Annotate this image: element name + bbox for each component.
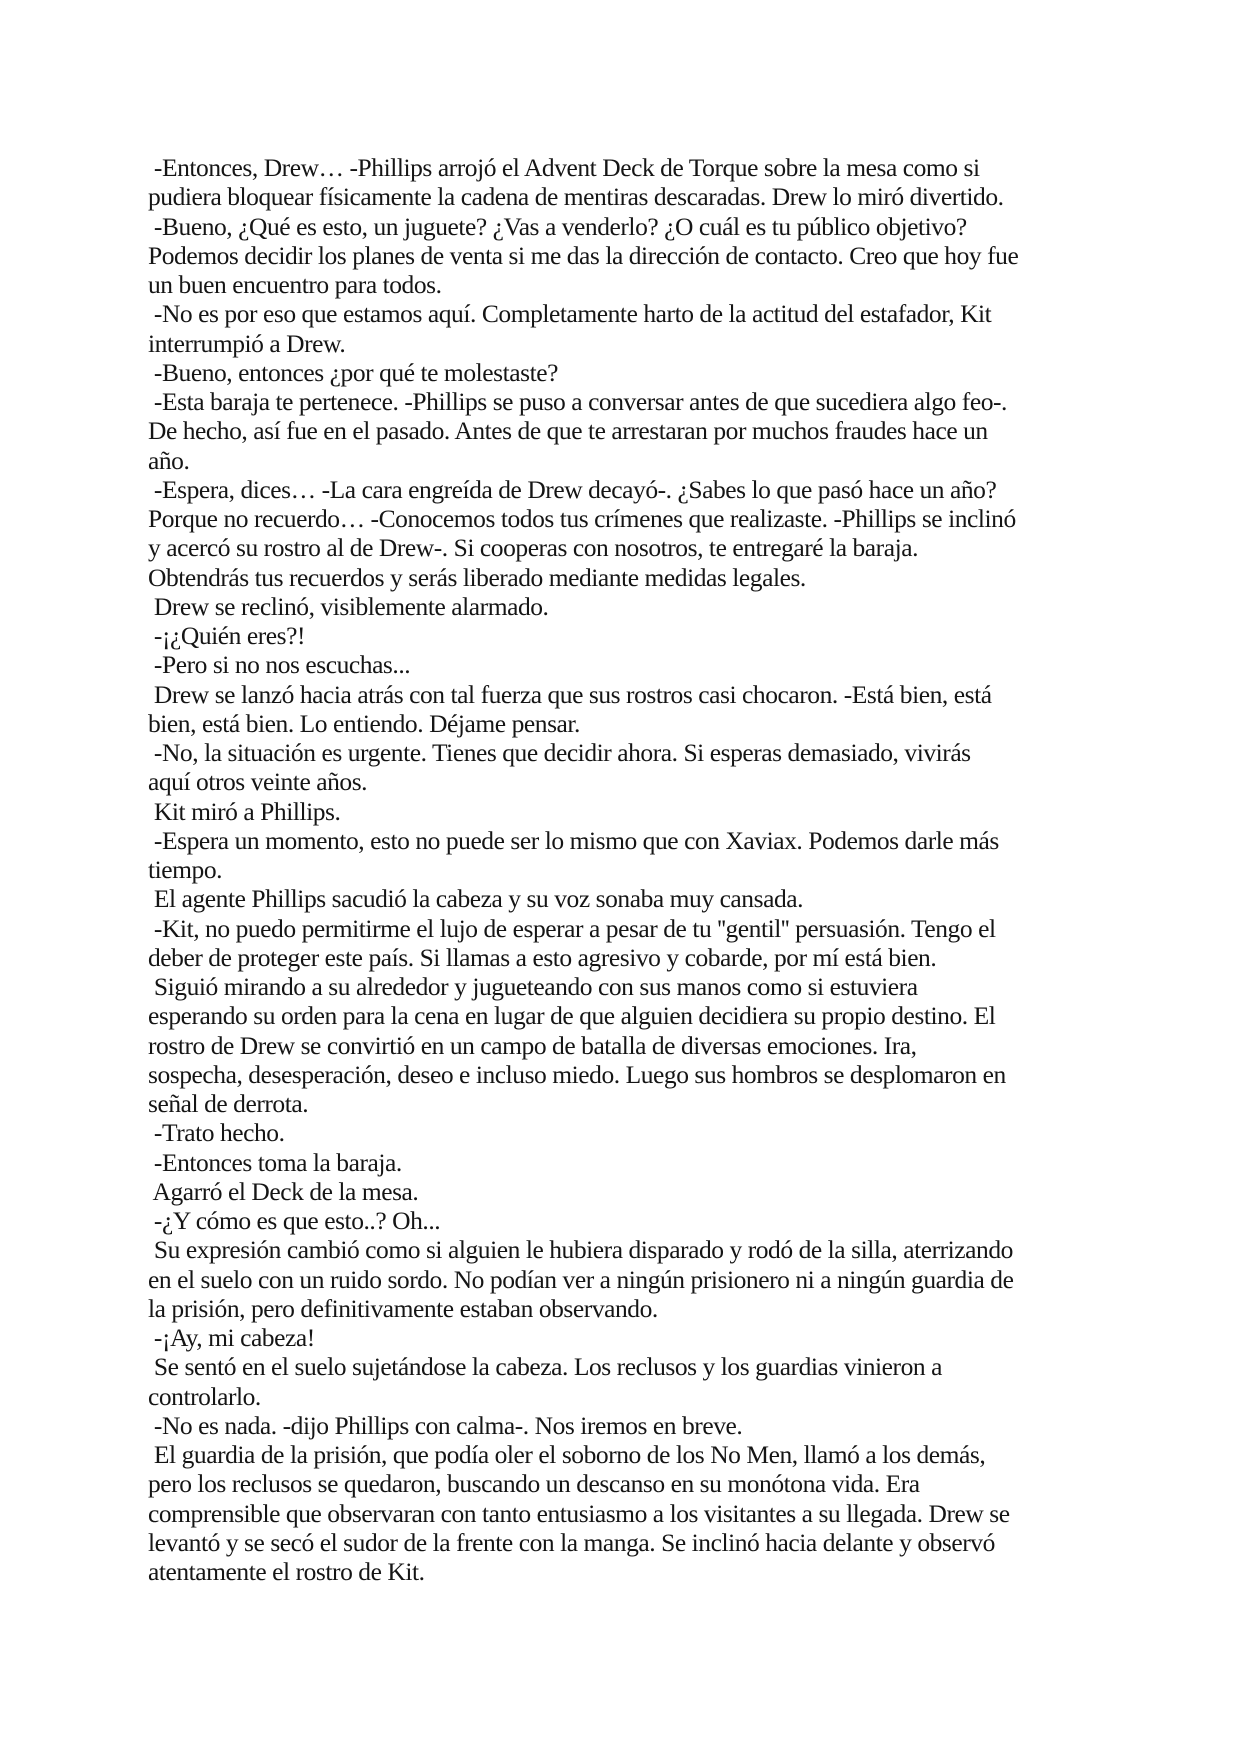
text-line: tiempo. bbox=[148, 855, 223, 884]
text-line: atentamente el rostro de Kit. bbox=[148, 1557, 425, 1586]
text-line: Kit miró a Phillips. bbox=[148, 796, 341, 826]
text-line: Drew se reclinó, visiblemente alarmado. bbox=[148, 591, 549, 621]
text-line: rostro de Drew se convirtió en un campo de batalla de diversas emociones. Ira, bbox=[148, 1030, 917, 1060]
text-line: Su expresión cambió como si alguien le hubiera disparado y rodó de la silla, aterrizando bbox=[148, 1235, 1013, 1265]
text-line: Porque no recuerdo… -Conocemos todos tus crímenes que realizaste. -Phillips se inclinó bbox=[148, 504, 1016, 533]
text-line: un buen encuentro para todos. bbox=[148, 270, 442, 299]
text-line: aquí otros veinte años. bbox=[148, 767, 368, 797]
text-line: Siguió mirando a su alrededor y jugueteando con sus manos como si estuviera bbox=[148, 972, 918, 1001]
text-line: -¿Y cómo es que esto..? Oh... bbox=[148, 1206, 441, 1235]
text-line: y acercó su rostro al de Drew-. Si cooperas con nosotros, te entregaré la baraja. bbox=[148, 533, 919, 563]
text-line: -Bueno, entonces ¿por qué te molestaste? bbox=[148, 357, 558, 387]
text-line: -Esta baraja te pertenece. -Phillips se puso a conversar antes de que sucediera algo feo-. bbox=[148, 387, 1007, 416]
text-line: -No es nada. -dijo Phillips con calma-. Nos iremos en breve. bbox=[148, 1410, 743, 1440]
text-line: De hecho, así fue en el pasado. Antes de que te arrestaran por muchos fraudes hace un bbox=[148, 416, 988, 446]
text-line: controlarlo. bbox=[148, 1381, 261, 1411]
text-line: sospecha, desesperación, deseo e incluso miedo. Luego sus hombros se desplomaron en bbox=[148, 1059, 1006, 1089]
text-line: -Pero si no nos escuchas... bbox=[148, 650, 411, 680]
text-line: -Entonces, Drew… -Phillips arrojó el Advent Deck de Torque sobre la mesa como si bbox=[148, 153, 980, 182]
text-line: esperando su orden para la cena en lugar de que alguien decidiera su propio destino. El bbox=[148, 1001, 996, 1031]
text-line: -¡Ay, mi cabeza! bbox=[148, 1323, 315, 1352]
text-line: -No es por eso que estamos aquí. Completamente harto de la actitud del estafador, Kit bbox=[148, 299, 992, 329]
text-line: -Bueno, ¿Qué es esto, un juguete? ¿Vas a venderlo? ¿O cuál es tu público objetivo? bbox=[148, 211, 967, 241]
text-line: -Trato hecho. bbox=[148, 1118, 285, 1148]
text-line: El agente Phillips sacudió la cabeza y su voz sonaba muy cansada. bbox=[148, 884, 804, 914]
text-line: Obtendrás tus recuerdos y serás liberado mediante medidas legales. bbox=[148, 562, 806, 592]
text-line: levantó y se secó el sudor de la frente con la manga. Se inclinó hacia delante y observó bbox=[148, 1527, 995, 1557]
text-line: señal de derrota. bbox=[148, 1089, 309, 1118]
text-line: -¡¿Quién eres?! bbox=[148, 621, 306, 650]
text-line: pudiera bloquear físicamente la cadena de mentiras descaradas. Drew lo miró divertido. bbox=[148, 182, 1004, 212]
text-line: Agarró el Deck de la mesa. bbox=[148, 1176, 419, 1206]
text-line: -Espera, dices… -La cara engreída de Drew decayó-. ¿Sabes lo que pasó hace un año? bbox=[148, 474, 997, 504]
text-line: bien, está bien. Lo entiendo. Déjame pensar. bbox=[148, 708, 580, 738]
text-line: Drew se lanzó hacia atrás con tal fuerza que sus rostros casi chocaron. -Está bien, está bbox=[148, 679, 992, 709]
text-line: comprensible que observaran con tanto entusiasmo a los visitantes a su llegada. Drew se bbox=[148, 1498, 1010, 1528]
text-line: -No, la situación es urgente. Tienes que decidir ahora. Si esperas demasiado, vivirás bbox=[148, 738, 971, 767]
text-line: pero los reclusos se quedaron, buscando un descanso en su monótona vida. Era bbox=[148, 1469, 920, 1499]
text-block bbox=[148, 153, 1108, 1586]
text-line: interrumpió a Drew. bbox=[148, 328, 346, 358]
text-line: El guardia de la prisión, que podía oler el soborno de los No Men, llamó a los demás, bbox=[148, 1440, 986, 1469]
text-line: año. bbox=[148, 445, 190, 475]
text-line: en el suelo con un ruido sordo. No podían ver a ningún prisionero ni a ningún guardia de bbox=[148, 1264, 1014, 1294]
text-line: -Espera un momento, esto no puede ser lo mismo que con Xaviax. Podemos darle más bbox=[148, 825, 999, 855]
text-line: -Entonces toma la baraja. bbox=[148, 1147, 402, 1177]
text-line: -Kit, no puedo permitirme el lujo de esperar a pesar de tu ''gentil'' persuasión. Tengo el bbox=[148, 913, 996, 943]
text-line: Podemos decidir los planes de venta si me das la dirección de contacto. Creo que hoy fue bbox=[148, 240, 1019, 270]
text-line: deber de proteger este país. Si llamas a esto agresivo y cobarde, por mí está bien. bbox=[148, 942, 937, 972]
text-line: Se sentó en el suelo sujetándose la cabeza. Los reclusos y los guardias vinieron a bbox=[148, 1352, 942, 1382]
text-line: la prisión, pero definitivamente estaban observando. bbox=[148, 1293, 658, 1323]
